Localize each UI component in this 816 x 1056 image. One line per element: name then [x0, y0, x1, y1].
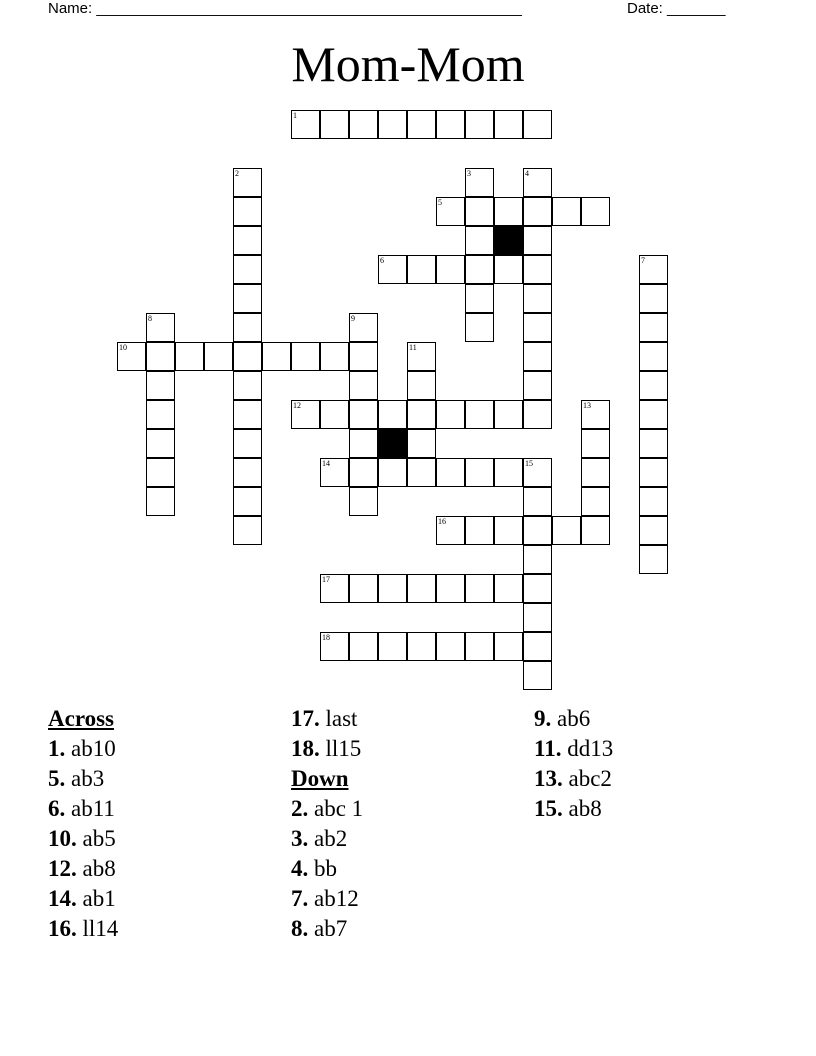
clue-text: ll14: [82, 916, 119, 941]
grid-cell[interactable]: [639, 516, 668, 545]
grid-cell[interactable]: [349, 458, 378, 487]
cell-number: 4: [525, 169, 529, 178]
grid-cell[interactable]: [233, 487, 262, 516]
grid-cell[interactable]: [436, 400, 465, 429]
clue-text: abc2: [568, 766, 612, 791]
clue-text: ab7: [314, 916, 348, 941]
name-line: ___________________________________________________: [96, 0, 522, 17]
clue-down-3: [291, 824, 363, 854]
clue-number: 7.: [291, 886, 309, 911]
grid-cell[interactable]: [407, 458, 436, 487]
clue-text: ab3: [71, 766, 105, 791]
cell-number: 13: [583, 401, 591, 410]
grid-cell[interactable]: [523, 168, 552, 197]
clue-down-11: [534, 734, 613, 764]
puzzle-title: Mom-Mom: [291, 36, 525, 92]
cell-number: 12: [293, 401, 301, 410]
clue-down-2: [291, 794, 363, 824]
clue-text: ab8: [82, 856, 116, 881]
grid-cell[interactable]: [146, 400, 175, 429]
grid-cell[interactable]: [581, 487, 610, 516]
grid-cell[interactable]: [523, 661, 552, 690]
blocked-cell: [494, 226, 523, 255]
grid-cell[interactable]: [494, 197, 523, 226]
clue-down-13: [534, 764, 613, 794]
across-heading: Across: [48, 706, 115, 731]
clue-number: 18.: [291, 736, 320, 761]
grid-cell[interactable]: [233, 313, 262, 342]
clue-number: 1.: [48, 736, 66, 761]
clue-number: 10.: [48, 826, 77, 851]
grid-cell[interactable]: [523, 516, 552, 545]
grid-cell[interactable]: [639, 458, 668, 487]
grid-cell[interactable]: [523, 545, 552, 574]
grid-cell[interactable]: [523, 400, 552, 429]
grid-cell[interactable]: [436, 110, 465, 139]
grid-cell[interactable]: [233, 429, 262, 458]
grid-cell[interactable]: [233, 400, 262, 429]
grid-cell[interactable]: [320, 342, 349, 371]
clue-number: 11.: [534, 736, 562, 761]
grid-cell[interactable]: [494, 110, 523, 139]
blocked-cell: [378, 429, 407, 458]
name-label: Name:: [48, 0, 93, 17]
cell-number: 15: [525, 459, 533, 468]
grid-cell[interactable]: [465, 197, 494, 226]
grid-cell[interactable]: [349, 632, 378, 661]
clue-across-10: [48, 824, 118, 854]
clue-across-18: [291, 734, 363, 764]
grid-cell[interactable]: [378, 400, 407, 429]
cell-number: 17: [322, 575, 330, 584]
clue-text: ll15: [325, 736, 362, 761]
grid-cell[interactable]: [465, 458, 494, 487]
clues-column-1: [48, 704, 118, 944]
grid-cell[interactable]: [204, 342, 233, 371]
clue-across-5: [48, 764, 118, 794]
grid-cell[interactable]: [146, 342, 175, 371]
grid-cell[interactable]: [436, 632, 465, 661]
grid-cell[interactable]: [494, 400, 523, 429]
grid-cell[interactable]: [465, 632, 494, 661]
grid-cell[interactable]: [262, 342, 291, 371]
grid-cell[interactable]: [494, 255, 523, 284]
grid-cell[interactable]: [378, 632, 407, 661]
clue-text: ab12: [314, 886, 359, 911]
grid-cell[interactable]: [523, 574, 552, 603]
grid-cell[interactable]: [349, 429, 378, 458]
grid-cell[interactable]: [117, 342, 146, 371]
grid-cell[interactable]: [581, 400, 610, 429]
grid-cell[interactable]: [349, 487, 378, 516]
clue-down-9: [534, 704, 613, 734]
cell-number: 18: [322, 633, 330, 642]
grid-cell[interactable]: [146, 371, 175, 400]
grid-cell[interactable]: [436, 197, 465, 226]
cell-number: 1: [293, 111, 297, 120]
grid-cell[interactable]: [639, 545, 668, 574]
clue-text: abc 1: [314, 796, 364, 821]
grid-cell[interactable]: [378, 574, 407, 603]
grid-cell[interactable]: [349, 400, 378, 429]
date-line: _______: [667, 0, 726, 17]
grid-cell[interactable]: [639, 429, 668, 458]
cell-number: 6: [380, 256, 384, 265]
grid-cell[interactable]: [639, 342, 668, 371]
clue-down-15: [534, 794, 613, 824]
grid-cell[interactable]: [291, 342, 320, 371]
grid-cell[interactable]: [233, 197, 262, 226]
cell-number: 11: [409, 343, 417, 352]
grid-cell[interactable]: [465, 255, 494, 284]
grid-cell[interactable]: [436, 516, 465, 545]
cell-number: 14: [322, 459, 330, 468]
clue-number: 5.: [48, 766, 66, 791]
grid-cell[interactable]: [378, 255, 407, 284]
grid-cell[interactable]: [639, 400, 668, 429]
grid-cell[interactable]: [465, 284, 494, 313]
down-heading: Down: [291, 766, 349, 791]
clue-number: 13.: [534, 766, 563, 791]
grid-cell[interactable]: [233, 226, 262, 255]
grid-cell[interactable]: [523, 487, 552, 516]
grid-cell[interactable]: [465, 226, 494, 255]
cell-number: 8: [148, 314, 152, 323]
clue-across-1: [48, 734, 118, 764]
grid-cell[interactable]: [320, 574, 349, 603]
clue-text: ab1: [82, 886, 116, 911]
grid-cell[interactable]: [291, 400, 320, 429]
grid-cell[interactable]: [523, 226, 552, 255]
clue-text: bb: [314, 856, 337, 881]
clue-text: ab11: [71, 796, 115, 821]
grid-cell[interactable]: [639, 487, 668, 516]
clue-across-17: [291, 704, 363, 734]
grid-cell[interactable]: [320, 632, 349, 661]
cell-number: 16: [438, 517, 446, 526]
clue-across-12: [48, 854, 118, 884]
clue-number: 16.: [48, 916, 77, 941]
clue-number: 15.: [534, 796, 563, 821]
clue-across-6: [48, 794, 118, 824]
cell-number: 2: [235, 169, 239, 178]
grid-cell[interactable]: [175, 342, 204, 371]
grid-cell[interactable]: [320, 400, 349, 429]
grid-cell[interactable]: [494, 632, 523, 661]
grid-cell[interactable]: [494, 516, 523, 545]
grid-cell[interactable]: [146, 458, 175, 487]
grid-cell[interactable]: [523, 603, 552, 632]
clue-number: 9.: [534, 706, 552, 731]
grid-cell[interactable]: [494, 574, 523, 603]
clue-number: 6.: [48, 796, 66, 821]
grid-cell[interactable]: [523, 342, 552, 371]
grid-cell[interactable]: [581, 516, 610, 545]
grid-cell[interactable]: [523, 313, 552, 342]
grid-cell[interactable]: [233, 284, 262, 313]
clue-text: last: [325, 706, 358, 731]
grid-cell[interactable]: [349, 313, 378, 342]
grid-cell[interactable]: [465, 516, 494, 545]
grid-cell[interactable]: [407, 342, 436, 371]
clue-across-16: [48, 914, 118, 944]
clue-number: 14.: [48, 886, 77, 911]
grid-cell[interactable]: [349, 574, 378, 603]
clue-down-7: [291, 884, 363, 914]
grid-cell[interactable]: [523, 110, 552, 139]
grid-cell[interactable]: [407, 110, 436, 139]
clue-down-4: [291, 854, 363, 884]
grid-cell[interactable]: [494, 458, 523, 487]
cell-number: 9: [351, 314, 355, 323]
clue-number: 2.: [291, 796, 309, 821]
grid-cell[interactable]: [523, 255, 552, 284]
grid-cell[interactable]: [465, 168, 494, 197]
grid-cell[interactable]: [320, 110, 349, 139]
grid-cell[interactable]: [407, 255, 436, 284]
grid-cell[interactable]: [349, 371, 378, 400]
grid-cell[interactable]: [349, 342, 378, 371]
clue-text: ab2: [314, 826, 348, 851]
grid-cell[interactable]: [639, 284, 668, 313]
grid-cell[interactable]: [349, 110, 378, 139]
grid-cell[interactable]: [233, 371, 262, 400]
grid-cell[interactable]: [146, 487, 175, 516]
grid-cell[interactable]: [233, 255, 262, 284]
grid-cell[interactable]: [523, 458, 552, 487]
grid-cell[interactable]: [378, 110, 407, 139]
grid-cell[interactable]: [146, 429, 175, 458]
grid-cell[interactable]: [407, 429, 436, 458]
clue-number: 12.: [48, 856, 77, 881]
grid-cell[interactable]: [523, 197, 552, 226]
grid-cell[interactable]: [639, 313, 668, 342]
grid-cell[interactable]: [436, 458, 465, 487]
clues-column-3: [534, 704, 613, 824]
grid-cell[interactable]: [581, 197, 610, 226]
grid-cell[interactable]: [436, 574, 465, 603]
cell-number: 3: [467, 169, 471, 178]
grid-cell[interactable]: [523, 632, 552, 661]
grid-cell[interactable]: [407, 632, 436, 661]
clue-text: ab8: [568, 796, 602, 821]
cell-number: 5: [438, 198, 442, 207]
clue-down-8: [291, 914, 363, 944]
clues-column-2: [291, 704, 363, 944]
grid-cell[interactable]: [407, 400, 436, 429]
clue-text: ab10: [71, 736, 116, 761]
grid-cell[interactable]: [233, 342, 262, 371]
clue-across-14: [48, 884, 118, 914]
grid-cell[interactable]: [523, 284, 552, 313]
grid-cell[interactable]: [407, 574, 436, 603]
grid-cell[interactable]: [407, 371, 436, 400]
clue-number: 4.: [291, 856, 309, 881]
cell-number: 7: [641, 256, 645, 265]
grid-cell[interactable]: [465, 110, 494, 139]
grid-cell[interactable]: [581, 429, 610, 458]
grid-cell[interactable]: [233, 458, 262, 487]
clue-number: 8.: [291, 916, 309, 941]
grid-cell[interactable]: [465, 313, 494, 342]
date-label: Date:: [627, 0, 663, 17]
grid-cell[interactable]: [320, 458, 349, 487]
clue-text: ab5: [82, 826, 116, 851]
grid-cell[interactable]: [639, 255, 668, 284]
grid-cell[interactable]: [523, 371, 552, 400]
grid-cell[interactable]: [378, 458, 407, 487]
clue-number: 3.: [291, 826, 309, 851]
grid-cell[interactable]: [436, 255, 465, 284]
grid-cell[interactable]: [233, 516, 262, 545]
grid-cell[interactable]: [465, 574, 494, 603]
grid-cell[interactable]: [552, 197, 581, 226]
clue-number: 17.: [291, 706, 320, 731]
grid-cell[interactable]: [465, 400, 494, 429]
cell-number: 10: [119, 343, 127, 352]
grid-cell[interactable]: [146, 313, 175, 342]
grid-cell[interactable]: [552, 516, 581, 545]
grid-cell[interactable]: [639, 371, 668, 400]
clue-text: dd13: [567, 736, 614, 761]
grid-cell[interactable]: [291, 110, 320, 139]
grid-cell[interactable]: [581, 458, 610, 487]
grid-cell[interactable]: [233, 168, 262, 197]
clue-text: ab6: [557, 706, 591, 731]
